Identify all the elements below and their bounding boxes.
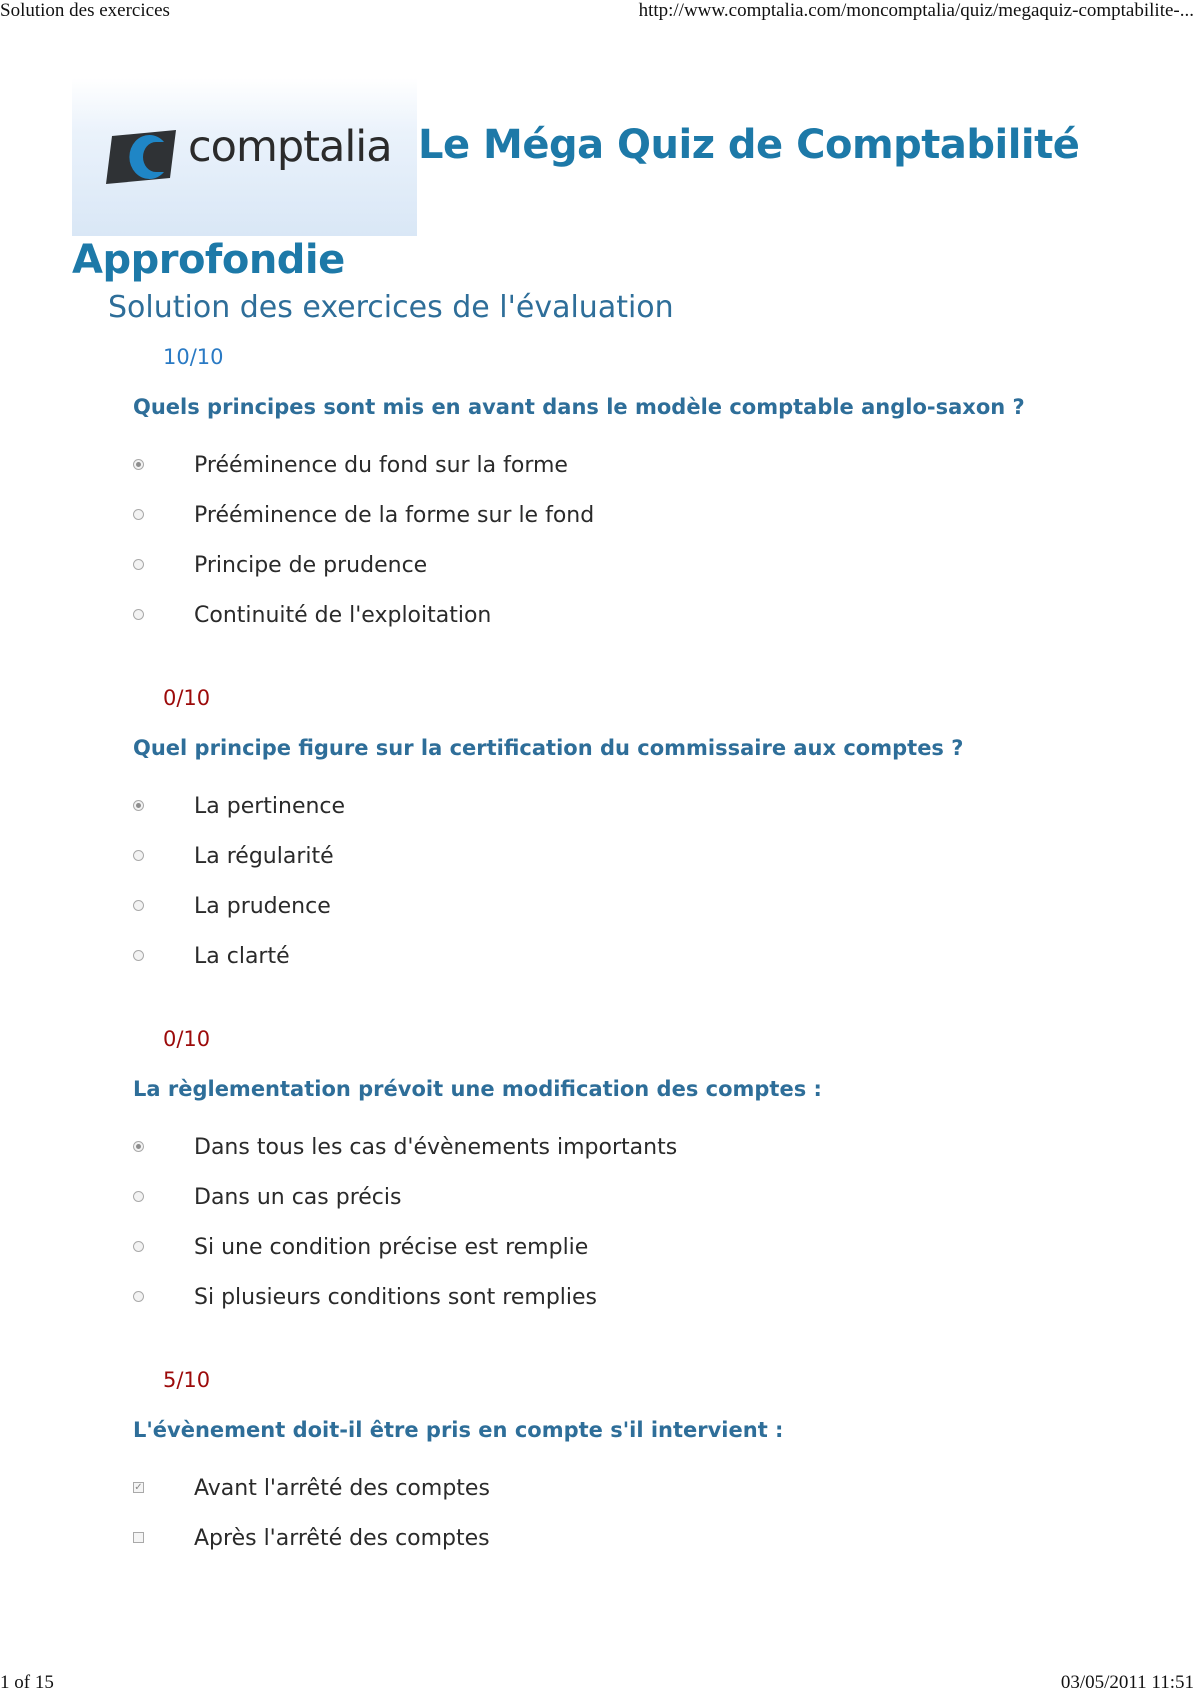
answer-option[interactable] <box>0 1185 1200 1215</box>
score-label: 10/10 <box>163 345 224 369</box>
question-text: L'évènement doit-il être pris en compte s'il intervient : <box>133 1418 784 1442</box>
radio-checked-icon[interactable] <box>133 800 144 811</box>
answer-option[interactable] <box>0 844 1200 874</box>
score-label: 0/10 <box>163 1027 211 1051</box>
score-label: 0/10 <box>163 686 211 710</box>
answer-option[interactable] <box>0 553 1200 583</box>
answer-label: Dans un cas précis <box>194 1185 402 1210</box>
answer-option[interactable] <box>0 1235 1200 1265</box>
answer-option[interactable] <box>0 503 1200 533</box>
print-footer <box>0 1672 1200 1694</box>
answer-option[interactable] <box>0 1135 1200 1165</box>
comptalia-logo-icon <box>106 128 181 184</box>
answer-label: Après l'arrêté des comptes <box>194 1526 490 1551</box>
answer-label: Principe de prudence <box>194 553 428 578</box>
answer-label: Prééminence de la forme sur le fond <box>194 503 595 528</box>
answer-label: Dans tous les cas d'évènements importants <box>194 1135 678 1160</box>
print-header <box>0 0 1200 22</box>
checkbox-icon[interactable] <box>133 1532 144 1543</box>
radio-icon[interactable] <box>133 850 144 861</box>
answer-label: Prééminence du fond sur la forme <box>194 453 568 478</box>
radio-icon[interactable] <box>133 609 144 620</box>
radio-icon[interactable] <box>133 1241 144 1252</box>
answer-option[interactable] <box>0 453 1200 483</box>
answer-label: La pertinence <box>194 794 346 819</box>
answer-option[interactable] <box>0 944 1200 974</box>
page-title-continued: Approfondie <box>72 237 345 283</box>
radio-icon[interactable] <box>133 509 144 520</box>
page-title: Le Méga Quiz de Comptabilité <box>418 122 1080 168</box>
logo-banner <box>72 78 417 236</box>
answer-option[interactable] <box>0 794 1200 824</box>
answer-label: La régularité <box>194 844 334 869</box>
radio-icon[interactable] <box>133 1191 144 1202</box>
radio-checked-icon[interactable] <box>133 1141 144 1152</box>
answer-option[interactable] <box>0 1476 1200 1506</box>
answer-label: Avant l'arrêté des comptes <box>194 1476 490 1501</box>
question-text: La règlementation prévoit une modification des comptes : <box>133 1077 822 1101</box>
radio-icon[interactable] <box>133 559 144 570</box>
answer-option[interactable] <box>0 1285 1200 1315</box>
checkbox-checked-icon[interactable]: ✓ <box>134 1482 143 1493</box>
answer-option[interactable] <box>0 603 1200 633</box>
question-text: Quels principes sont mis en avant dans le modèle comptable anglo-saxon ? <box>133 395 1025 419</box>
answer-label: Si plusieurs conditions sont remplies <box>194 1285 598 1310</box>
print-header-url: http://www.comptalia.com/moncomptalia/quiz/megaquiz-comptabilite-... <box>638 0 1194 21</box>
logo-wordmark: comptalia <box>188 122 392 172</box>
answer-label: La clarté <box>194 944 290 969</box>
answer-label: La prudence <box>194 894 331 919</box>
print-header-title: Solution des exercices <box>0 0 170 21</box>
page-subtitle: Solution des exercices de l'évaluation <box>108 290 674 325</box>
radio-icon[interactable] <box>133 900 144 911</box>
print-timestamp: 03/05/2011 11:51 <box>1060 1672 1194 1693</box>
answer-option[interactable] <box>0 894 1200 924</box>
question-text: Quel principe figure sur la certification du commissaire aux comptes ? <box>133 736 964 760</box>
answer-option[interactable] <box>0 1526 1200 1556</box>
radio-icon[interactable] <box>133 1291 144 1302</box>
radio-checked-icon[interactable] <box>133 459 144 470</box>
answer-label: Si une condition précise est remplie <box>194 1235 589 1260</box>
page-counter: 1 of 15 <box>0 1672 54 1693</box>
score-label: 5/10 <box>163 1368 211 1392</box>
answer-label: Continuité de l'exploitation <box>194 603 492 628</box>
radio-icon[interactable] <box>133 950 144 961</box>
